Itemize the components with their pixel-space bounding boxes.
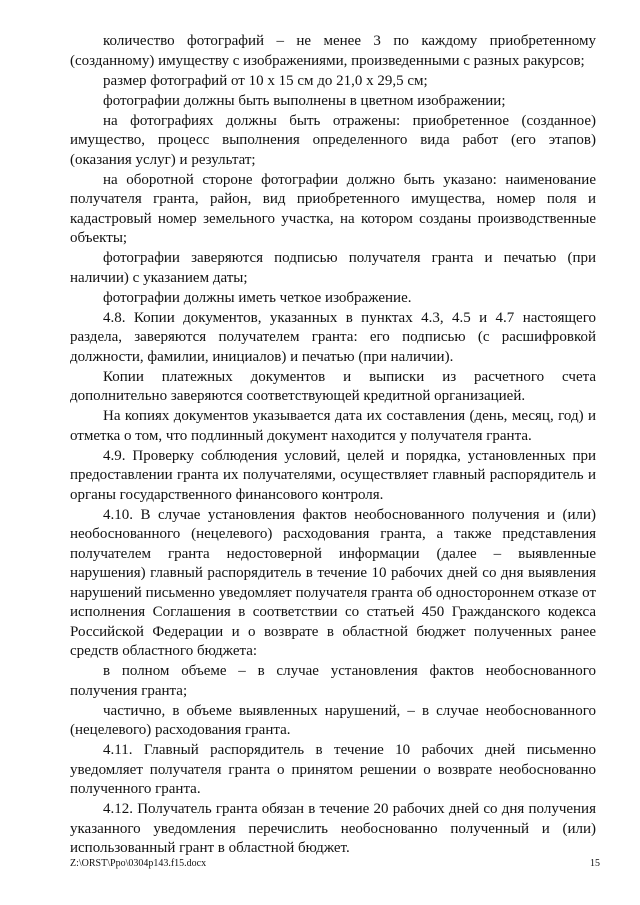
paragraph-payment-copies: Копии платежных документов и выписки из расчетного счета дополнительно заверяются соответствующей кредитной организацией. bbox=[70, 368, 596, 404]
page-footer bbox=[70, 857, 600, 871]
paragraph-photo-reverse-side: на оборотной стороне фотографии должно быть указано: наименование получателя гранта, район, вид приобретенного имущества, номер поля и кадастровый номер земельного участка, на котором созданы производственные объекты; bbox=[70, 171, 596, 246]
paragraph-photo-count: количество фотографий – не менее 3 по каждому приобретенному (созданному) имуществу с изображениями, произведенными с разных ракурсов; bbox=[70, 33, 596, 69]
paragraph-4-9: 4.9. Проверку соблюдения условий, целей и порядка, установленных при предоставлении гранта их получателями, осуществляет главный распорядитель и органы государственного финансового контроля. bbox=[70, 447, 596, 503]
paragraph-copy-date: На копиях документов указывается дата их составления (день, месяц, год) и отметка о том, что подлинный документ находится у получателя гранта. bbox=[70, 408, 596, 444]
paragraph-4-12: 4.12. Получатель гранта обязан в течение 20 рабочих дней со дня получения указанного уведомления перечислить необоснованно полученный и (или) использованный грант в областной бюджет. bbox=[70, 801, 596, 856]
file-path: Z:\ORST\Ppo\0304p143.f15.docx bbox=[70, 858, 207, 869]
paragraph-partial-amount: частично, в объеме выявленных нарушений, – в случае необоснованного (нецелевого) расходования гранта. bbox=[70, 702, 596, 738]
paragraph-photo-certification: фотографии заверяются подписью получателя гранта и печатью (при наличии) с указанием даты; bbox=[70, 250, 596, 286]
paragraph-4-8: 4.8. Копии документов, указанных в пунктах 4.3, 4.5 и 4.7 настоящего раздела, заверяются получателем гранта: его подписью (с расшифровкой должности, фамилии, инициалов) и печатью (при наличии). bbox=[70, 309, 596, 365]
page-number: 15 bbox=[590, 858, 600, 869]
document-body bbox=[70, 32, 596, 859]
paragraph-4-11: 4.11. Главный распорядитель в течение 10 рабочих дней письменно уведомляет получателя гранта о принятом решении о возврате необоснованно полученного гранта. bbox=[70, 742, 596, 797]
paragraph-photo-clarity: фотографии должны иметь четкое изображение. bbox=[103, 289, 412, 306]
paragraph-photo-content: на фотографиях должны быть отражены: приобретенное (созданное) имущество, процесс выполнения определенного вида работ (его этапов) (оказания услуг) и результат; bbox=[70, 112, 596, 168]
paragraph-full-amount: в полном объеме – в случае установления фактов необоснованного получения гранта; bbox=[70, 663, 596, 699]
paragraph-4-10: 4.10. В случае установления фактов необоснованного получения и (или) необоснованного (нецелевого) расходования гранта, а также представления получателем гранта недостоверной информации (далее – выявленные нарушения) главный распорядитель в течение 10 рабочих дней со дня выявления нарушений письменно уведомляет получателя гранта об одностороннем отказе от исполнения Соглашения в соответствии со статьей 450 Гражданского кодекса Российской Федерации и о возврате в областной бюджет полученных ранее средств областного бюджета: bbox=[70, 506, 596, 659]
paragraph-photo-color: фотографии должны быть выполнены в цветном изображении; bbox=[103, 92, 506, 109]
paragraph-photo-size: размер фотографий от 10 х 15 см до 21,0 х 29,5 см; bbox=[103, 72, 428, 89]
